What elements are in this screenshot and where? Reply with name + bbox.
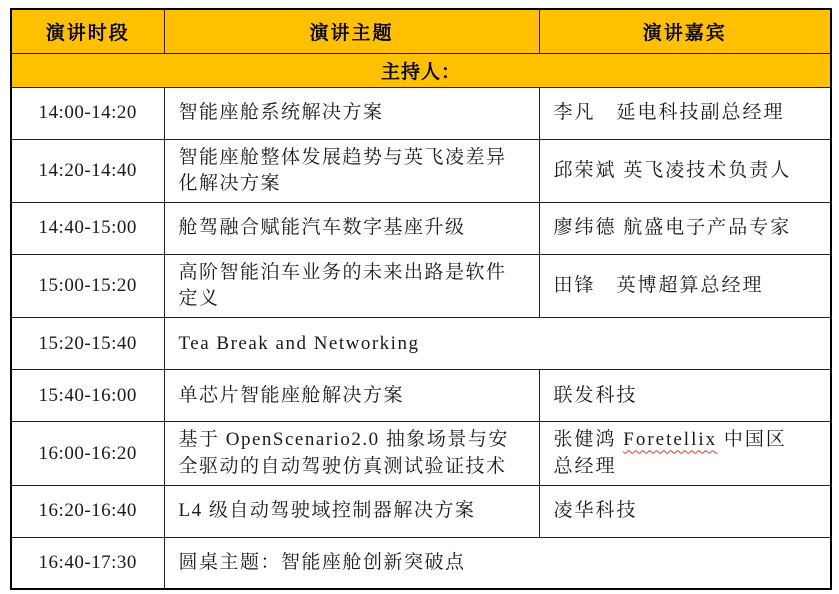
- moderator-row: [11, 53, 831, 87]
- session-row: [11, 422, 831, 485]
- guest-cell: 田锋 英博超算总经理: [539, 254, 831, 317]
- topic-cell: 基于 OpenScenario2.0 抽象场景与安全驱动的自动驾驶仿真测试验证技术: [164, 422, 539, 485]
- header-cell-guest: 演讲嘉宾: [539, 9, 831, 53]
- time-cell: 16:40-17:30: [11, 537, 164, 589]
- time-cell: 16:20-16:40: [11, 485, 164, 537]
- time-cell: 15:00-15:20: [11, 254, 164, 317]
- guest-title-text: 中国区总经理: [553, 429, 787, 477]
- break-row: [11, 318, 831, 370]
- session-row: [11, 370, 831, 422]
- topic-cell: 单芯片智能座舱解决方案: [164, 370, 539, 422]
- session-row: [11, 139, 831, 202]
- moderator-cell: 主持人：: [11, 53, 831, 87]
- session-row: [11, 202, 831, 254]
- header-row: [11, 9, 831, 53]
- guest-cell: 廖纬德 航盛电子产品专家: [539, 202, 831, 254]
- session-row: [11, 485, 831, 537]
- session-row: [11, 254, 831, 317]
- guest-cell: 李凡 延电科技副总经理: [539, 87, 831, 139]
- header-cell-time: 演讲时段: [11, 9, 164, 53]
- guest-cell: [539, 422, 831, 485]
- break-label-cell: Tea Break and Networking: [164, 318, 831, 370]
- topic-cell: L4 级自动驾驶域控制器解决方案: [164, 485, 539, 537]
- spellcheck-flagged-word: Foretellix: [623, 429, 718, 451]
- time-cell: 16:00-16:20: [11, 422, 164, 485]
- time-cell: 14:20-14:40: [11, 139, 164, 202]
- time-cell: 15:20-15:40: [11, 318, 164, 370]
- time-cell: 14:40-15:00: [11, 202, 164, 254]
- agenda-table: [10, 8, 832, 590]
- header-cell-topic: 演讲主题: [164, 9, 539, 53]
- session-row: [11, 87, 831, 139]
- topic-cell: 智能座舱系统解决方案: [164, 87, 539, 139]
- guest-name-text: 张健鸿: [553, 429, 624, 451]
- guest-cell: 邱荣斌 英飞凌技术负责人: [539, 139, 831, 202]
- guest-cell: 联发科技: [539, 370, 831, 422]
- time-cell: 15:40-16:00: [11, 370, 164, 422]
- time-cell: 14:00-14:20: [11, 87, 164, 139]
- topic-cell: 高阶智能泊车业务的未来出路是软件定义: [164, 254, 539, 317]
- topic-cell: 舱驾融合赋能汽车数字基座升级: [164, 202, 539, 254]
- topic-cell: 智能座舱整体发展趋势与英飞凌差异化解决方案: [164, 139, 539, 202]
- guest-cell: 凌华科技: [539, 485, 831, 537]
- roundtable-topic-cell: 圆桌主题：智能座舱创新突破点: [164, 537, 831, 589]
- roundtable-row: [11, 537, 831, 589]
